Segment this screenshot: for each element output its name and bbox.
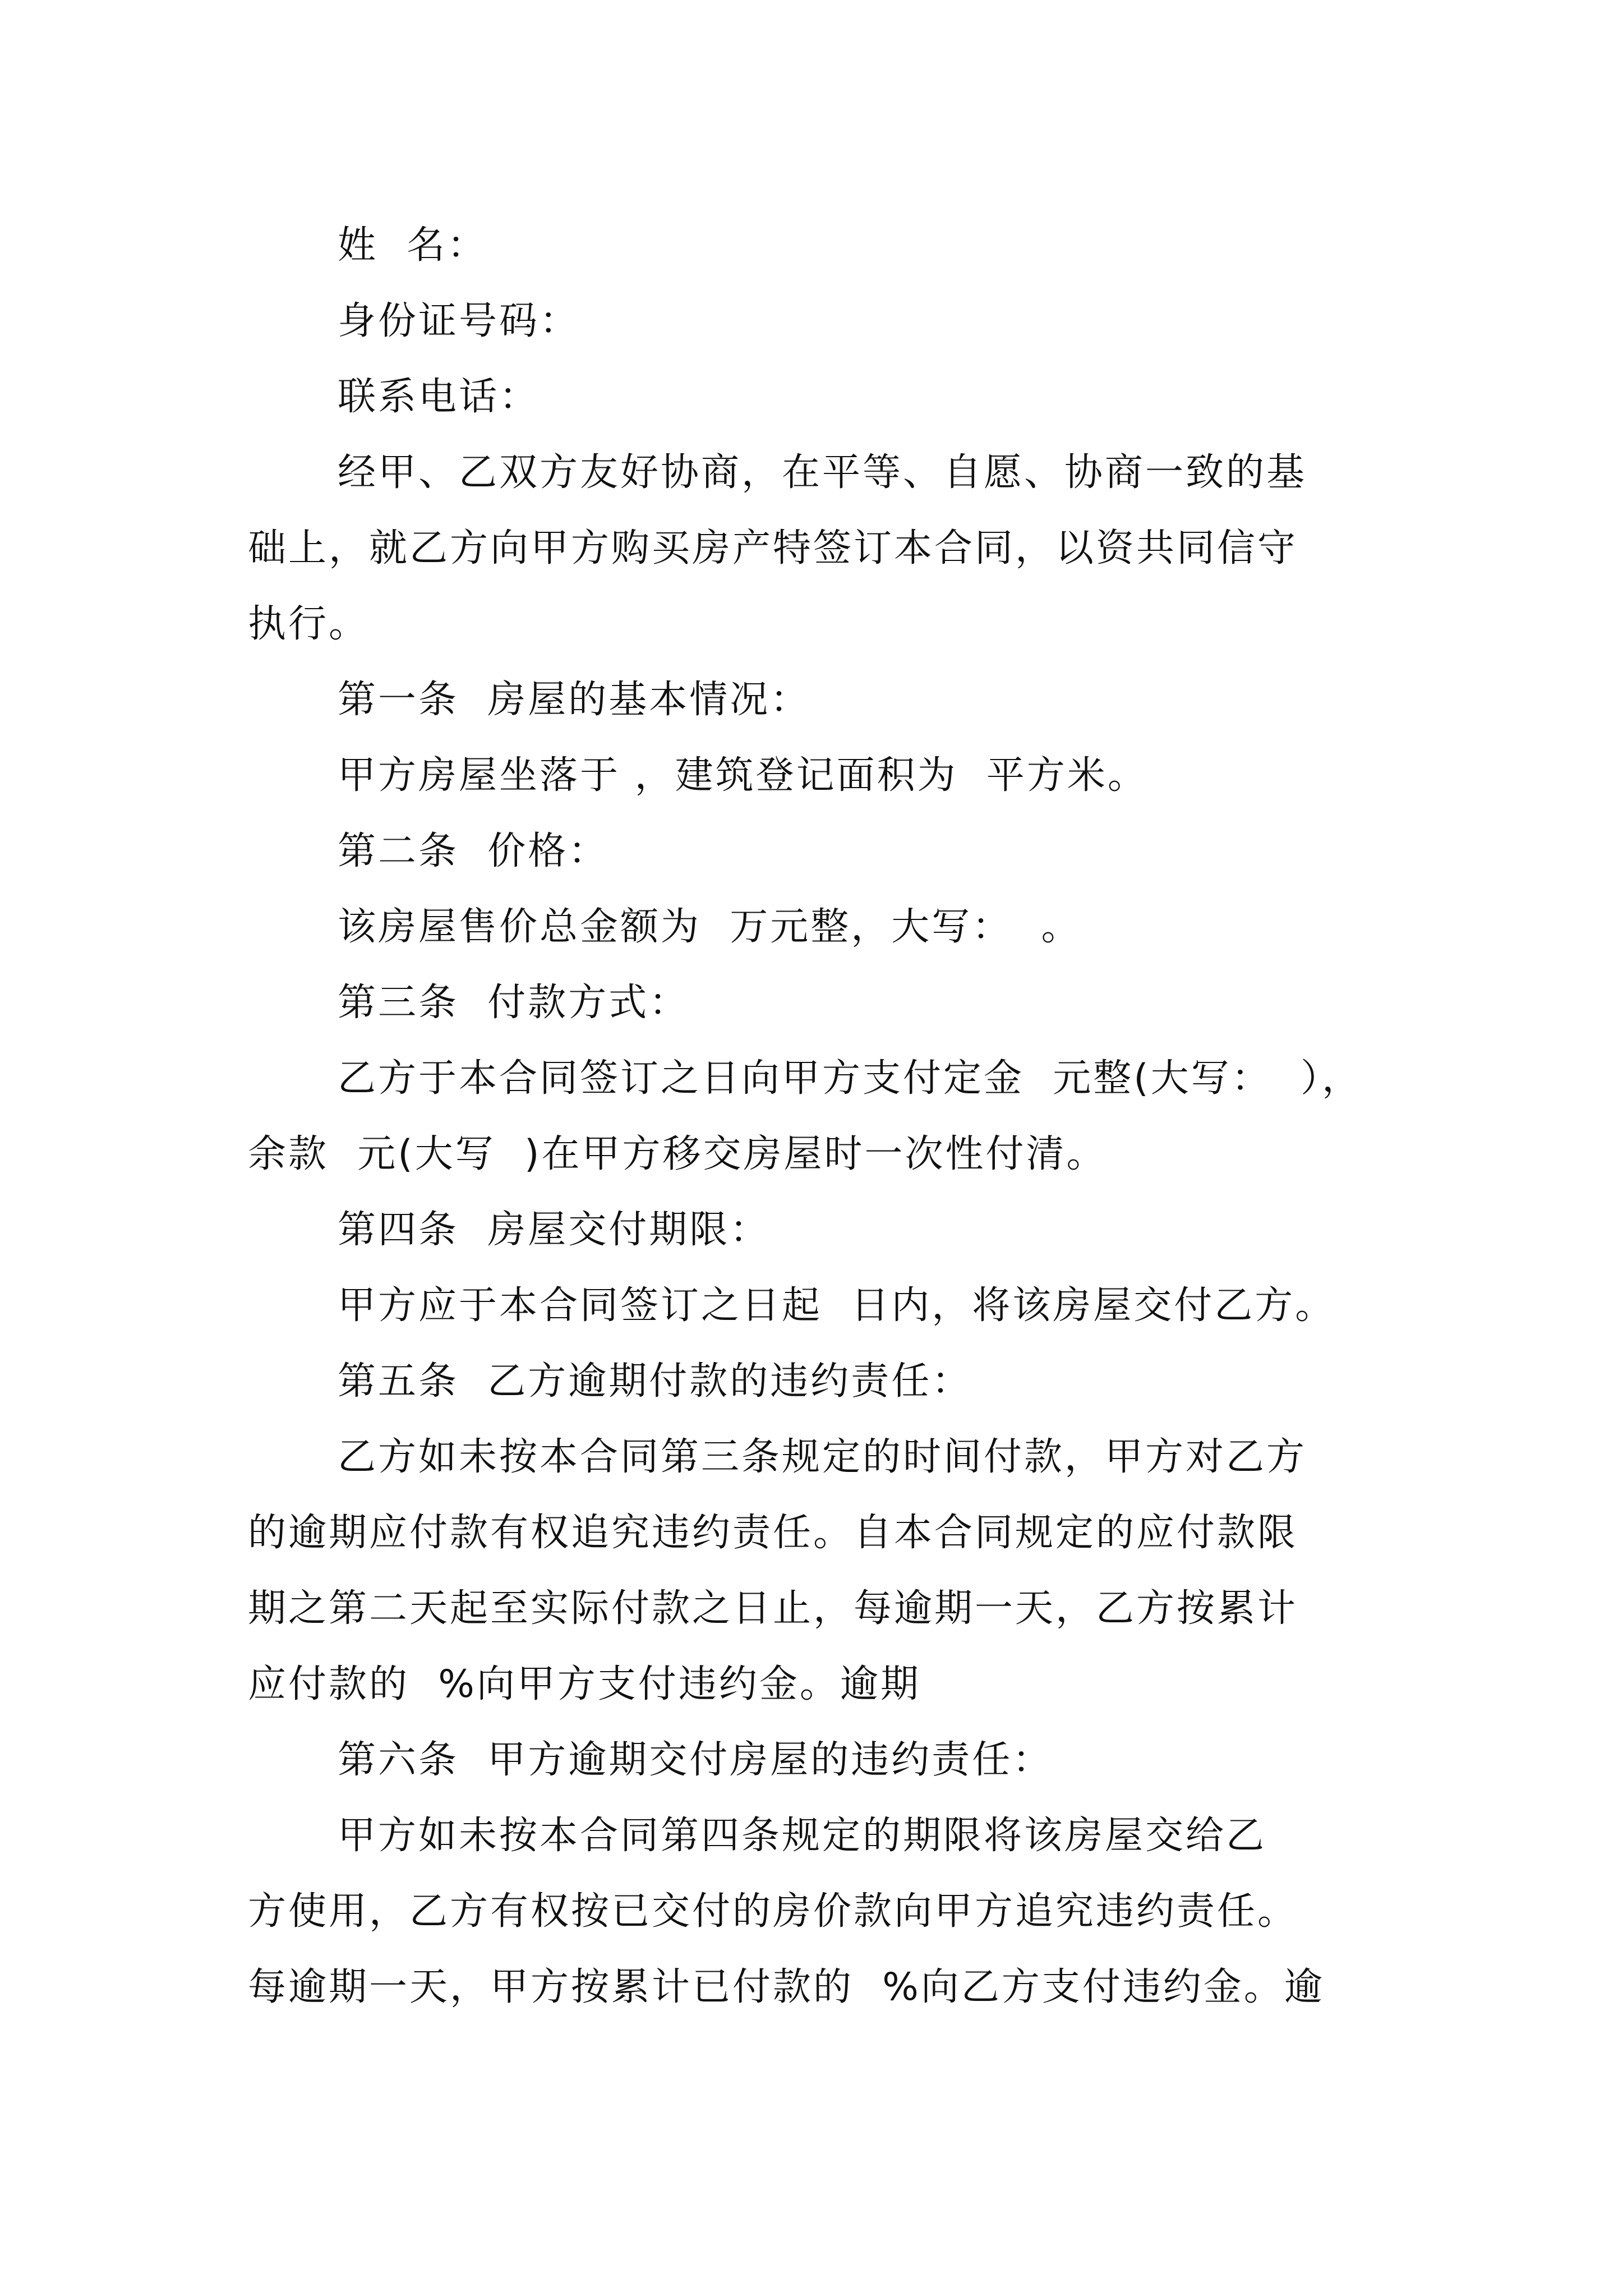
article-2-heading: 第二条 价格： <box>338 829 609 873</box>
preamble-line: 执行。 <box>248 602 370 646</box>
article-5-text: 期之第二天起至实际付款之日止，每逾期一天，乙方按累计 <box>248 1586 1298 1631</box>
article-3-heading: 第三条 付款方式： <box>338 981 690 1025</box>
article-4-heading: 第四条 房屋交付期限： <box>338 1208 771 1252</box>
preamble-line: 经甲、乙双方友好协商，在平等、自愿、协商一致的基 <box>338 450 1307 495</box>
name-field-label: 姓 名： <box>338 223 488 268</box>
article-3-text: 乙方于本合同签订之日向甲方支付定金 元整(大写： ）， <box>338 1056 1362 1101</box>
article-5-text: 的逾期应付款有权追究违约责任。自本合同规定的应付款限 <box>248 1511 1298 1555</box>
article-3-text: 余款 元(大写 )在甲方移交房屋时一次性付清。 <box>248 1132 1107 1176</box>
article-5-text: 乙方如未按本合同第三条规定的时间付款，甲方对乙方 <box>338 1435 1307 1479</box>
article-6-text: 方使用，乙方有权按已交付的房价款向甲方追究违约责任。 <box>248 1889 1298 1934</box>
article-5-text: 应付款的 %向甲方支付违约金。逾期 <box>248 1662 921 1706</box>
id-number-label: 身份证号码： <box>338 299 580 343</box>
article-5-heading: 第五条 乙方逾期付款的违约责任： <box>338 1359 972 1404</box>
phone-label: 联系电话： <box>338 375 540 419</box>
preamble-line: 础上，就乙方向甲方购买房产特签订本合同，以资共同信守 <box>248 526 1298 570</box>
article-1-text: 甲方房屋坐落于 ，建筑登记面积为 平方米。 <box>338 753 1148 798</box>
article-6-text: 甲方如未按本合同第四条规定的期限将该房屋交给乙 <box>338 1814 1267 1858</box>
article-1-heading: 第一条 房屋的基本情况： <box>338 678 811 722</box>
article-4-text: 甲方应于本合同签订之日起 日内，将该房屋交付乙方。 <box>338 1283 1336 1328</box>
article-6-heading: 第六条 甲方逾期交付房屋的违约责任： <box>338 1738 1053 1782</box>
article-2-text: 该房屋售价总金额为 万元整，大写： 。 <box>338 905 1082 949</box>
article-6-text: 每逾期一天，甲方按累计已付款的 %向乙方支付违约金。逾 <box>248 1965 1325 2009</box>
